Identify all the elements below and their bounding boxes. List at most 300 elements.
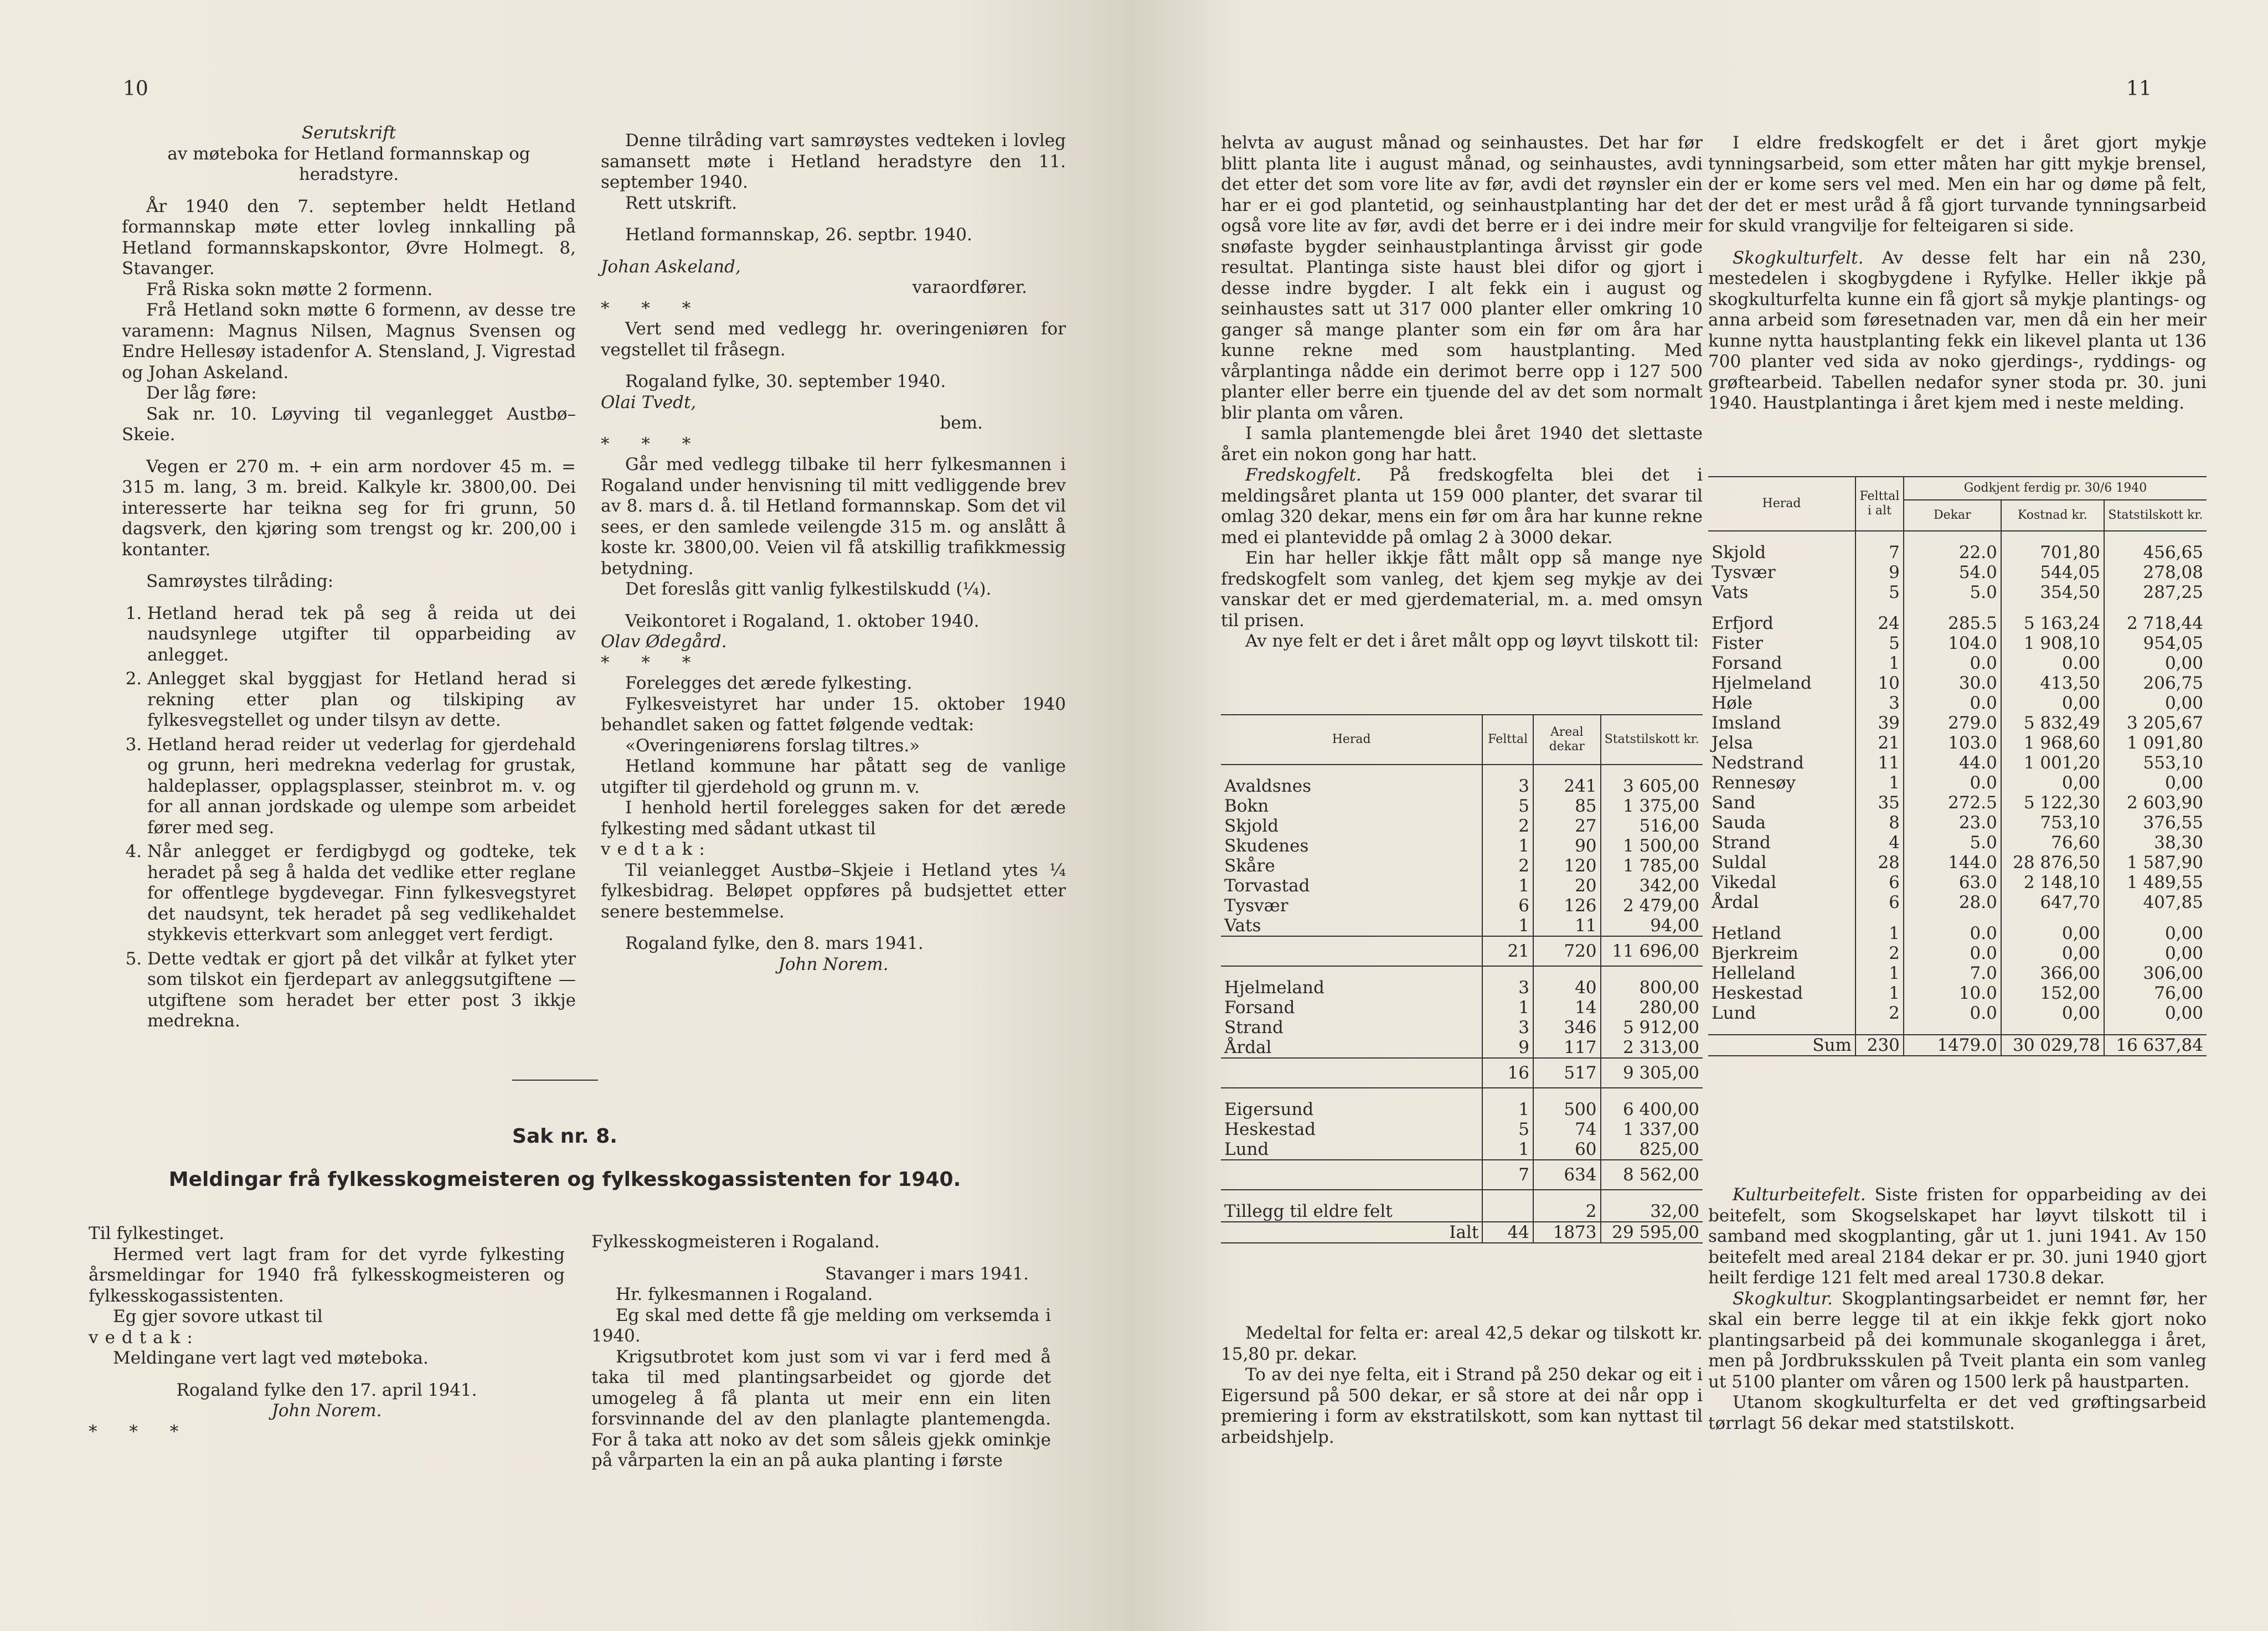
table-cell: 366,00 — [2001, 963, 2104, 983]
paragraph: Til fylkestinget. — [89, 1224, 225, 1243]
paragraph: Sak nr. 10. Løyving til veganlegget Austbø–Skeie. — [122, 404, 576, 445]
table-cell: 38,30 — [2104, 833, 2207, 853]
table-cell: 553,10 — [2104, 753, 2207, 773]
table-row — [1221, 998, 1703, 1018]
signature: Olai Tvedt, — [601, 392, 697, 412]
table-body — [1221, 765, 1703, 1243]
spacer-row — [1708, 912, 2207, 923]
table-cell: 456,65 — [2104, 543, 2207, 562]
row-label: Imsland — [1712, 713, 1781, 733]
row-label: Strand — [1712, 833, 1771, 853]
table-cell: 346 — [1533, 1018, 1601, 1038]
table-cell: 206,75 — [2104, 673, 2207, 693]
table-row — [1708, 653, 2207, 673]
paragraph: Hetland kommune har påtatt seg de vanlige utgifter til gjerdehold og grunn m. v. — [601, 756, 1066, 797]
paragraph: Krigsutbrotet kom just som vi var i ferd med å taka til med plantingsarbeidet og gjorde det umogeleg å få planta ut meir enn ein liten forsvinnande del av den planlagte plantemengda. For å taka att noko av det som såleis gjekk ominkje på vårparten la ein an på auka planting i første — [591, 1346, 1051, 1470]
table-row — [1221, 856, 1703, 876]
table-cell: 22.0 — [1904, 543, 2001, 562]
paragraph: Stavanger i mars 1941. — [825, 1263, 1029, 1284]
table-cell: 14 — [1533, 998, 1601, 1018]
table-cell: 4 — [1855, 833, 1904, 853]
table-row — [1708, 613, 2207, 633]
table-cell: 120 — [1533, 856, 1601, 876]
table-row — [1708, 773, 2207, 793]
table-cell: 2 — [1855, 1003, 1904, 1023]
table-cell: 1 — [1855, 653, 1904, 673]
table-cell: 16 637,84 — [2104, 1035, 2207, 1056]
table-row — [1221, 876, 1703, 896]
table-row — [1708, 713, 2207, 733]
row-label: Hetland — [1712, 923, 1782, 943]
table-cell: 3 205,67 — [2104, 713, 2207, 733]
table-cell: 5 — [1855, 582, 1904, 602]
paragraph: I henhold hertil forelegges saken for det ærede fylkesting med sådant utkast til — [601, 798, 1066, 839]
table-cell: 272.5 — [1904, 793, 2001, 813]
table-cell: 0,00 — [2001, 943, 2104, 963]
table-cell: 278,08 — [2104, 562, 2207, 582]
table-cell: 1 — [1482, 916, 1533, 936]
table-cell: 279.0 — [1904, 713, 2001, 733]
total-row — [1221, 1222, 1703, 1243]
table-row — [1708, 543, 2207, 562]
paragraph: Eg gjer sovore utkast til — [113, 1307, 323, 1327]
row-label: Hjelmeland — [1224, 978, 1324, 998]
row-label: Hjelmeland — [1712, 673, 1812, 693]
paragraph: Kulturbeitefelt. Siste fristen for opparbeiding av dei beitefelt, som Skogselskapet har løyvt tilskott til i samband med skogplanting, går ut 1. juni 1941. Av 150 beitefelt med areal 2184 dekar er pr. 30. juni 1940 gjort heilt ferdige 121 felt med areal 1730.8 dekar. — [1708, 1185, 2207, 1288]
table-cell: 2 148,10 — [2001, 873, 2104, 892]
paragraph: Rogaland fylke den 17. april 1941. — [176, 1380, 477, 1400]
table-row — [1708, 1003, 2207, 1023]
paragraph: I eldre fredskogfelt er det i året gjort mykje tynningsarbeid, som etter måten har gitt mykje brensel, der er kome sers vel med. Men ein har og døme på felt, der det er mest uråd å få gjort turvande tynningsarbeid for skuld vrangvilje for felteigaren si side. — [1708, 133, 2207, 236]
table-cell: 5.0 — [1904, 833, 2001, 853]
table-cell: 647,70 — [2001, 892, 2104, 912]
subtotal-cell: 7 — [1482, 1160, 1533, 1190]
row-label: Heskestad — [1224, 1119, 1316, 1139]
paragraph: Frå Riska sokn møtte 2 formenn. — [146, 279, 433, 300]
subtotal-cell: 21 — [1482, 936, 1533, 966]
table-cell: 5.0 — [1904, 582, 2001, 602]
vedtak-label: vedtak: — [89, 1327, 199, 1348]
table-cell: 32,00 — [1601, 1201, 1703, 1222]
table-cell: 1 — [1855, 963, 1904, 983]
table-cell: 285.5 — [1904, 613, 2001, 633]
row-label: Vats — [1224, 916, 1261, 936]
paragraph: Går med vedlegg tilbake til herr fylkesmannen i Rogaland under henvisning til mitt vedliggende brev av 8. mars d. å. til Hetland formannskap. Som det vil sees, er den samlede veilengde 315 m. og anslått å koste kr. 3800,00. Veien vil få atskillig trafikkmessig betydning. — [601, 455, 1066, 579]
table-row — [1708, 853, 2207, 873]
subtotal-cell: 9 305,00 — [1601, 1058, 1703, 1088]
separator-stars: * * * — [601, 433, 704, 454]
table-cell: 24 — [1855, 613, 1904, 633]
left-column-1 — [122, 123, 576, 1035]
paragraph: Forelegges det ærede fylkesting. — [625, 673, 913, 693]
table-row — [1708, 793, 2207, 813]
paragraph: Der låg føre: — [146, 383, 257, 403]
left-page — [0, 0, 1130, 1631]
paragraph: Ein har heller ikkje fått målt opp så mange nye fredskogfelt som vanleg, det kjem seg mykje av dei vanskar det er med gjerdematerial, m. a. med omsyn til prisen. — [1221, 548, 1703, 631]
paragraph: Veikontoret i Rogaland, 1. oktober 1940. — [625, 611, 980, 631]
paragraph: Meldingane vert lagt ved møteboka. — [113, 1348, 429, 1368]
row-label: Helleland — [1712, 963, 1796, 983]
table-row — [1221, 978, 1703, 998]
paragraph: I samla plantemengde blei året 1940 det slettaste året ein nokon gong har hatt. — [1221, 424, 1703, 464]
table-cell: 11 — [1855, 753, 1904, 773]
table-cell: 2 — [1533, 1201, 1601, 1222]
table-cell: 1 968,60 — [2001, 733, 2104, 753]
subtotal-cell: 517 — [1533, 1058, 1601, 1088]
table-cell: 230 — [1855, 1035, 1904, 1056]
subtotal-row — [1221, 936, 1703, 966]
table-row — [1708, 733, 2207, 753]
table-cell: 1 — [1482, 1139, 1533, 1160]
table-cell: 701,80 — [2001, 543, 2104, 562]
table-cell: 1 — [1482, 836, 1533, 856]
separator-stars: * * * — [601, 652, 704, 673]
table-cell: 8 — [1855, 813, 1904, 833]
table-cell: 3 — [1482, 978, 1533, 998]
table-cell: 0,00 — [2104, 923, 2207, 943]
main-heading: Meldingar frå fylkesskogmeisteren og fylkesskogassistenten for 1940. — [168, 1168, 961, 1191]
table-cell: 1 375,00 — [1601, 796, 1703, 816]
table-cell: 23.0 — [1904, 813, 2001, 833]
table-row — [1708, 582, 2207, 602]
paragraph-lead: Fredskogfelt. — [1245, 465, 1362, 485]
row-label: Tysvær — [1712, 562, 1776, 582]
right-column-2 — [1708, 133, 2207, 414]
paragraph: Det foreslås gitt vanlig fylkestilskudd (¼). — [625, 579, 992, 599]
row-label: Sum — [1812, 1035, 1852, 1055]
table-cell: 0,00 — [2104, 943, 2207, 963]
table-cell: 30.0 — [1904, 673, 2001, 693]
table-cell: 306,00 — [2104, 963, 2207, 983]
table-cell: 954,05 — [2104, 633, 2207, 653]
table-cell: 0.0 — [1904, 1003, 2001, 1023]
column-header: Dekar — [1904, 500, 2001, 531]
table-cell: 63.0 — [1904, 873, 2001, 892]
subtotal-cell: 634 — [1533, 1160, 1601, 1190]
paragraph: Hetland formannskap, 26. septbr. 1940. — [625, 225, 972, 245]
sum-row — [1708, 1035, 2207, 1056]
table-row — [1708, 753, 2207, 773]
separator-stars: * * * — [89, 1421, 192, 1442]
table-cell: 2 603,90 — [2104, 793, 2207, 813]
table-cell: 5 832,49 — [2001, 713, 2104, 733]
table-cell: 10.0 — [1904, 983, 2001, 1003]
table-cell: 0,00 — [2104, 693, 2207, 713]
paragraph: Til veianlegget Austbø–Skjeie i Hetland ytes ¼ fylkesbidrag. Beløpet oppføres på budsjettet etter senere bestemmelse. — [601, 860, 1066, 922]
row-label: Fister — [1712, 633, 1763, 653]
table-cell: 29 595,00 — [1601, 1222, 1703, 1243]
table-cell: 0.0 — [1904, 773, 2001, 793]
serutskrift-title: Serutskrift — [301, 123, 396, 143]
table-cell: 3 — [1482, 1018, 1533, 1038]
paragraph: Vegen er 270 m. + ein arm nordover 45 m. = 315 m. lang, 3 m. breid. Kalkyle kr. 3800,00. Dei interesserte har teikna seg for fri grunn, 50 dagsverk, den kjøring som trengst og kr. 200,00 i kontanter. — [122, 456, 576, 560]
row-label: Bokn — [1224, 796, 1269, 816]
table-cell: 44 — [1482, 1222, 1533, 1243]
section-rule — [512, 1080, 598, 1081]
paragraph-lead: Kulturbeitefelt. — [1733, 1185, 1866, 1205]
table-cell: 1 — [1855, 773, 1904, 793]
skogkulturfelt-table — [1708, 476, 2207, 1056]
left-column-2 — [601, 131, 1066, 975]
table-cell: 1 500,00 — [1601, 836, 1703, 856]
list-item: 2. Anlegget skal byggjast for Hetland herad si rekning etter plan og tilskiping av fylkesvegstellet og under tilsyn av dette. — [147, 669, 576, 731]
table-cell: 2 — [1855, 943, 1904, 963]
subtotal-cell: 720 — [1533, 936, 1601, 966]
table-cell: 241 — [1533, 776, 1601, 796]
table-cell: 1 587,90 — [2104, 853, 2207, 873]
table-cell: 28 — [1855, 853, 1904, 873]
table-cell: 407,85 — [2104, 892, 2207, 912]
signature: Olav Ødegård. — [601, 632, 727, 652]
paragraph: Skogkulturfelt. Av desse felt har ein nå 230, mestedelen i skogbygdene i Ryfylke. Heller ikkje på skogkulturfelta kunne ein få gjort så mykje plantings- og anna arbeid som føresetnaden var, men då ein her meir kunne nytta haustplanting fekk ein likevel planta ut 136 700 planter ved sida av noko gjerdings-, ryddings- og grøftearbeid. Tabellen nedafor syner stoda pr. 30. juni 1940. Haustplantinga i året kjem med i neste melding. — [1708, 247, 2207, 413]
table-cell: 0.00 — [2001, 653, 2104, 673]
table-cell: 6 — [1855, 873, 1904, 892]
row-label: Årdal — [1712, 892, 1759, 912]
table-row — [1221, 1100, 1703, 1119]
row-label: Bjerkreim — [1712, 943, 1798, 963]
table-row — [1221, 916, 1703, 936]
table-cell: 152,00 — [2001, 983, 2104, 1003]
table-cell: 800,00 — [1601, 978, 1703, 998]
vedtak-label: vedtak: — [601, 839, 712, 859]
table-cell: 60 — [1533, 1139, 1601, 1160]
table-cell: 28 876,50 — [2001, 853, 2104, 873]
table-cell: 342,00 — [1601, 876, 1703, 896]
paragraph: Skogkultur. Skogplantingsarbeidet er nemnt før, her skal ein berre legge til at ein ikkje fekk gjort noko plantingsarbeid på dei kommunale skoganlegga i året, men på Jordbruksskulen på Tveit planta ein som vanleg ut 5100 planter om våren og 1500 lerk på haustparten. — [1708, 1288, 2207, 1392]
list-item: 4. Når anlegget er ferdigbygd og godteke, tek heradet på seg å halda det vedlike etter reglane for offentlege bygdevegar. Finn fylkesvegstyret det naudsynt, tek heradet på seg vedlikehaldet stykkevis etterkvart som anlegget vert ferdigt. — [147, 842, 576, 946]
table-cell: 0,00 — [2001, 693, 2104, 713]
paragraph: Hr. fylkesmannen i Rogaland. — [616, 1284, 873, 1304]
table-cell: 3 605,00 — [1601, 776, 1703, 796]
table-cell: 9 — [1482, 1038, 1533, 1058]
column-header: Statstilskott kr. — [2104, 500, 2207, 531]
table-cell: 1 785,00 — [1601, 856, 1703, 876]
paragraph: Eg skal med dette få gje melding om verksemda i 1940. — [591, 1305, 1051, 1346]
left-column-4 — [591, 1232, 1051, 1472]
table-body — [1708, 531, 2207, 1056]
table-row — [1708, 983, 2207, 1003]
table-cell: 5 — [1855, 633, 1904, 653]
row-label: Høle — [1712, 693, 1752, 713]
subtotal-cell: 11 696,00 — [1601, 936, 1703, 966]
table-row — [1221, 836, 1703, 856]
row-label: Skjold — [1712, 543, 1766, 562]
table-cell: 0.0 — [1904, 653, 2001, 673]
table-cell: 28.0 — [1904, 892, 2001, 912]
table-cell: 1 — [1482, 1100, 1533, 1119]
paragraph: Rogaland fylke, den 8. mars 1941. — [625, 933, 924, 953]
paragraph: Rett utskrift. — [625, 193, 738, 213]
table-row — [1221, 796, 1703, 816]
table-cell: 544,05 — [2001, 562, 2104, 582]
paragraph: Medeltal for felta er: areal 42,5 dekar og tilskott kr. 15,80 pr. dekar. — [1221, 1323, 1703, 1364]
table-cell: 1 489,55 — [2104, 873, 2207, 892]
paragraph: Denne tilråding vart samrøystes vedteken i lovleg samansett møte i Hetland heradstyre den 11. september 1940. — [601, 131, 1066, 192]
table-cell: 10 — [1855, 673, 1904, 693]
spacer-row — [1708, 602, 2207, 613]
table-row — [1708, 963, 2207, 983]
list-item: 5. Dette vedtak er gjort på det vilkår at fylket yter som tilskot ein fjerdepart av anleggsutgiftene — utgiftene som heradet ber etter post 3 ikkje medrekna. — [147, 949, 576, 1032]
table-cell: 9 — [1855, 562, 1904, 582]
table-cell: 3 — [1482, 776, 1533, 796]
list-item: 1. Hetland herad tek på seg å reida ut dei naudsynlege utgifter til opparbeiding av anlegget. — [147, 603, 576, 666]
column-header: Herad — [1708, 477, 1855, 531]
table-row — [1708, 943, 2207, 963]
table-cell: 7 — [1855, 543, 1904, 562]
table-cell: 21 — [1855, 733, 1904, 753]
table-cell: 7.0 — [1904, 963, 2001, 983]
table-cell: 74 — [1533, 1119, 1601, 1139]
paragraph: Frå Hetland sokn møtte 6 formenn, av desse tre varamenn: Magnus Nilsen, Magnus Svensen og Endre Hellesøy istadenfor A. Stensland, J. Vigrestad og Johan Askeland. — [122, 300, 576, 383]
row-label: Lund — [1712, 1003, 1756, 1023]
subtotal-cell: 8 562,00 — [1601, 1160, 1703, 1190]
table-row — [1221, 1119, 1703, 1139]
row-label: Årdal — [1224, 1038, 1272, 1057]
right-column-1 — [1221, 133, 1703, 652]
signature: Johan Askeland, — [601, 256, 741, 277]
paragraph: År 1940 den 7. september heldt Hetland formannskap møte etter lovleg innkalling på Hetland formannskapskontor, Øvre Holmegt. 8, Stavanger. — [122, 196, 576, 278]
row-label: Skudenes — [1224, 836, 1309, 856]
column-header: Kostnad kr. — [2001, 500, 2104, 531]
paragraph: Fredskogfelt. På fredskogfelta blei det i meldingsåret planta ut 159 000 planter, det svarar til omlag 320 dekar, mens ein før om åra har kunne rekne med ei plantevidde på omlag 2 à 3000 dekar. — [1221, 465, 1703, 548]
column-group-header: Godkjent ferdig pr. 30/6 1940 — [1904, 477, 2207, 500]
table-cell — [1482, 1201, 1533, 1222]
table-cell: 0,00 — [2104, 1003, 2207, 1023]
paragraph-lead: Skogkulturfelt. — [1733, 247, 1864, 268]
table-row — [1708, 892, 2207, 912]
table-cell: 0.0 — [1904, 943, 2001, 963]
paragraph: Rogaland fylke, 30. september 1940. — [625, 371, 946, 391]
row-label: Tillegg til eldre felt — [1224, 1201, 1393, 1221]
row-label: Avaldsnes — [1224, 776, 1312, 796]
table-cell: 6 — [1482, 896, 1533, 916]
spacer-row — [1708, 1023, 2207, 1035]
spacer-row — [1221, 1088, 1703, 1100]
table-row — [1708, 673, 2207, 693]
table-cell: 1 — [1482, 998, 1533, 1018]
row-label: Forsand — [1224, 998, 1295, 1018]
table-cell: 117 — [1533, 1038, 1601, 1058]
table-cell: 94,00 — [1601, 916, 1703, 936]
row-label: Nedstrand — [1712, 753, 1804, 773]
table-cell: 27 — [1533, 816, 1601, 836]
table-cell: 1479.0 — [1904, 1035, 2001, 1056]
list-item: 3. Hetland herad reider ut vederlag for gjerdehald og grunn, heri medrekna vederlag for grustak, haldeplasser, opplagsplasser, steinbrot m. v. og for all annan jordskade og ulempe som arbeidet fører med seg. — [147, 735, 576, 839]
table-cell: 90 — [1533, 836, 1601, 856]
table-cell: 6 400,00 — [1601, 1100, 1703, 1119]
signature: John Norem. — [271, 1401, 382, 1421]
spacer-row — [1221, 966, 1703, 978]
decision-list — [122, 603, 576, 1032]
table-cell: 1 908,10 — [2001, 633, 2104, 653]
spacer-row — [1708, 531, 2207, 543]
row-label: Skåre — [1224, 856, 1275, 876]
row-label: Suldal — [1712, 853, 1767, 873]
row-label: Rennesøy — [1712, 773, 1796, 793]
table-cell: 2 479,00 — [1601, 896, 1703, 916]
table-cell: 144.0 — [1904, 853, 2001, 873]
table-cell: 0,00 — [2104, 653, 2207, 673]
table-cell: 2 — [1482, 816, 1533, 836]
left-column-3 — [89, 1224, 565, 1442]
table-cell: 35 — [1855, 793, 1904, 813]
table-cell: 0.0 — [1904, 693, 2001, 713]
table-cell: 40 — [1533, 978, 1601, 998]
spacer-row — [1221, 1190, 1703, 1201]
table-cell: 376,55 — [2104, 813, 2207, 833]
table-cell: 103.0 — [1904, 733, 2001, 753]
table-cell: 5 — [1482, 1119, 1533, 1139]
signature-title: bem. — [940, 413, 983, 433]
right-column-2b — [1708, 1185, 2207, 1434]
table-cell: 413,50 — [2001, 673, 2104, 693]
table-cell: 39 — [1855, 713, 1904, 733]
table-cell: 104.0 — [1904, 633, 2001, 653]
table-cell: 5 163,24 — [2001, 613, 2104, 633]
row-label: Erfjord — [1712, 613, 1774, 633]
row-label: Eigersund — [1224, 1100, 1314, 1119]
paragraph: Utanom skogkulturfelta er det ved grøftingsarbeid tørrlagt 56 dekar med statstilskott. — [1708, 1392, 2207, 1433]
table-cell: 76,00 — [2104, 983, 2207, 1003]
table-cell: 753,10 — [2001, 813, 2104, 833]
table-cell: 6 — [1855, 892, 1904, 912]
table-cell: 54.0 — [1904, 562, 2001, 582]
table-cell: 1 — [1482, 876, 1533, 896]
table-cell: 85 — [1533, 796, 1601, 816]
column-header: Felttal — [1482, 715, 1533, 765]
paragraph-lead: Skogkultur. — [1733, 1288, 1833, 1309]
row-label: Ialt — [1449, 1222, 1479, 1242]
table-cell: 1 — [1855, 983, 1904, 1003]
spacer-row — [1221, 765, 1703, 776]
row-label: Vats — [1712, 582, 1749, 602]
table-cell: 1 — [1855, 923, 1904, 943]
paragraph: Samrøystes tilråding: — [146, 571, 334, 591]
separator-stars: * * * — [601, 298, 704, 318]
row-label: Torvastad — [1224, 876, 1310, 896]
table-cell: 1 001,20 — [2001, 753, 2104, 773]
table-cell: 0,00 — [2104, 773, 2207, 793]
table-row — [1221, 816, 1703, 836]
paragraph: Fylkesskogmeisteren i Rogaland. — [591, 1232, 880, 1252]
table-cell: 3 — [1855, 693, 1904, 713]
fredskogfelt-table — [1221, 714, 1703, 1243]
page-number-right: 11 — [2126, 78, 2152, 100]
table-row — [1708, 562, 2207, 582]
tillegg-row — [1221, 1201, 1703, 1222]
table-cell: 287,25 — [2104, 582, 2207, 602]
table-cell: 0,00 — [2001, 923, 2104, 943]
row-label: Tysvær — [1224, 896, 1288, 916]
table-cell: 1 337,00 — [1601, 1119, 1703, 1139]
table-row — [1708, 693, 2207, 713]
paragraph: Av nye felt er det i året målt opp og løyvt tilskott til: — [1245, 631, 1699, 651]
table-row — [1221, 1139, 1703, 1160]
table-cell: 1873 — [1533, 1222, 1601, 1243]
table-row — [1708, 923, 2207, 943]
row-label: Sand — [1712, 793, 1756, 813]
sak-heading: Sak nr. 8. — [512, 1125, 617, 1148]
table-cell: 30 029,78 — [2001, 1035, 2104, 1056]
table-cell: 1 091,80 — [2104, 733, 2207, 753]
table-cell: 2 718,44 — [2104, 613, 2207, 633]
table-row — [1708, 873, 2207, 892]
subtotal-row — [1221, 1160, 1703, 1190]
serutskrift-subtitle: av møteboka for Hetland formannskap og heradstyre. — [167, 143, 530, 184]
paragraph: helvta av august månad og seinhaustes. Det har før blitt planta lite i august månad, og seinhaustes, avdi det etter det som vore lite av før, avdi det røynsler ein har er ei god plantetid, og seinhaustplanting har det også vore lite av før, avdi det berre er i dei indre meir snøfaste bygder seinhaustplantinga årvisst gir gode resultat. Plantinga siste haust blei difor og gjort i desse indre bygder. I alt fekk ein i august og seinhaustes satt ut 317 000 planter eller omkring 10 ganger så mange planter som ein før om åra har kunne rekne med som haustplanting. Med vårplantinga nådde ein derimot berre opp i 127 500 planter eller berre ein tjuende del av det som normalt blir planta om våren. — [1221, 133, 1703, 423]
table-cell: 126 — [1533, 896, 1601, 916]
row-label: Jelsa — [1712, 733, 1754, 753]
